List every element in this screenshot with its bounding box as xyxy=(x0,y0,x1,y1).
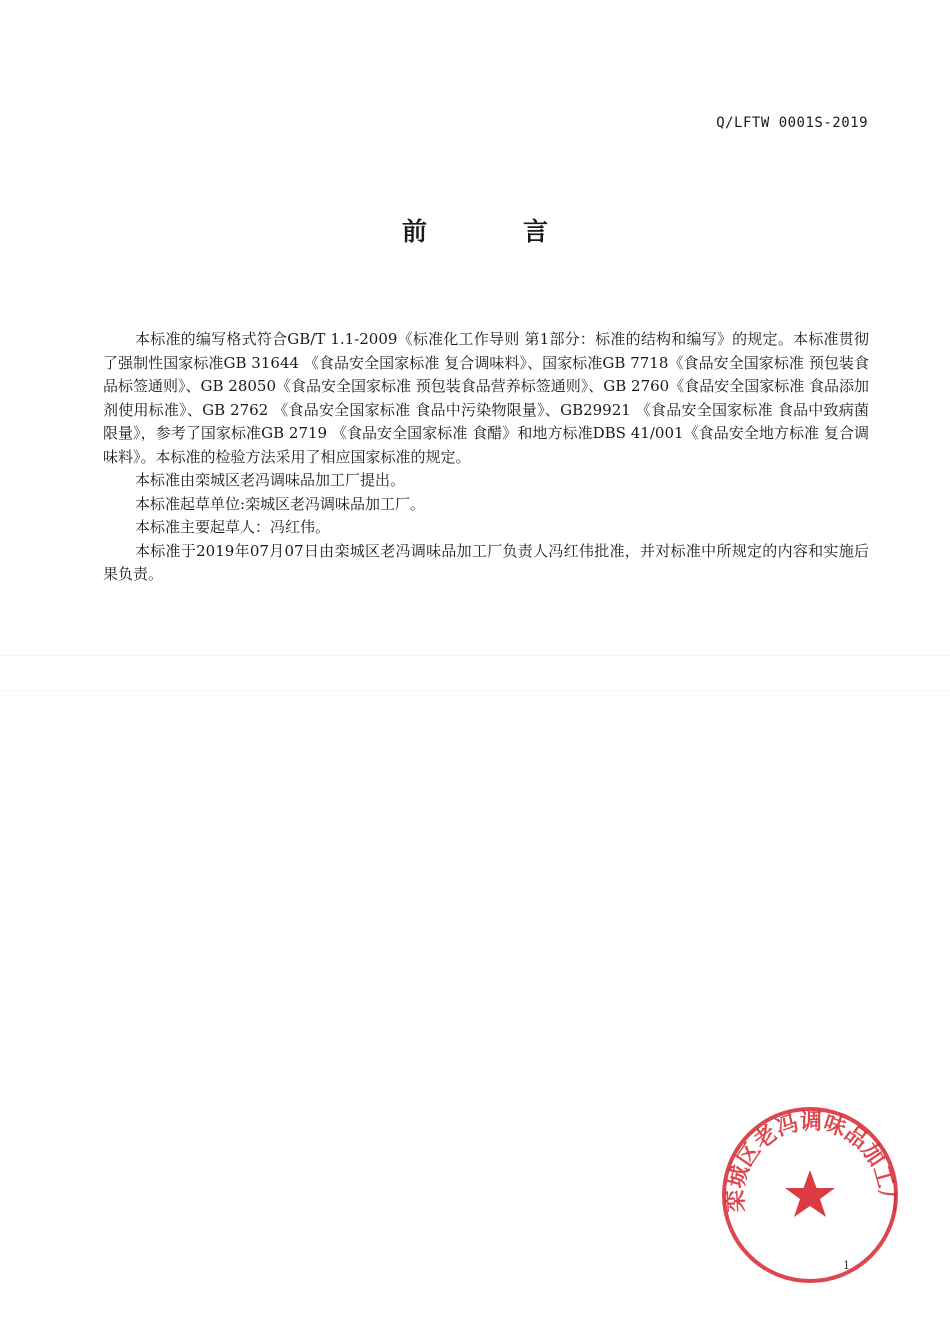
svg-text:栾城区老冯调味品加工厂: 栾城区老冯调味品加工厂 xyxy=(723,1110,899,1213)
paragraph-main-drafter: 本标准主要起草人：冯红伟。 xyxy=(135,518,331,536)
paragraph-proposer: 本标准由栾城区老冯调味品加工厂提出。 xyxy=(135,471,406,489)
title-char-1: 前 xyxy=(401,217,427,246)
paragraph-approval: 本标准于2019年07月07日由栾城区老冯调味品加工厂负责人冯红伟批准，并对标准中所规定的内容和实施后果负责。 xyxy=(103,541,869,583)
paragraph-standards-basis: 本标准的编写格式符合GB/T 1.1-2009《标准化工作导则 第1部分：标准的结构和编写》的规定。本标准贯彻了强制性国家标准GB 31644 《食品安全国家标准 复合调味料》、国家标准GB 7718《食品安全国家标准 预包装食品标签通则》、GB 28050《食品安全国家标准 预包装食品营养标签通则》、GB 2760《食品安全国家标准 食品添加剂使用标准》、GB 2762 《食品安全国家标准 食品中污染物限量》、GB29921 《食品安全国家标准 食品中致病菌限量》，参考了国家标准GB 2719 《食品安全国家标准 食醋》和地方标准DBS 41/001《食品安全地方标准 复合调味料》。本标准的检验方法采用了相应国家标准的规定。 xyxy=(103,330,869,466)
page-title xyxy=(0,212,950,248)
star-icon xyxy=(785,1170,835,1217)
preface-body xyxy=(103,328,869,587)
page-number: 1 xyxy=(843,1259,850,1272)
company-seal-stamp xyxy=(717,1102,903,1288)
document-code: Q/LFTW 0001S-2019 xyxy=(716,115,868,131)
title-char-2: 言 xyxy=(523,217,549,246)
paragraph-drafting-unit: 本标准起草单位:栾城区老冯调味品加工厂。 xyxy=(135,494,426,513)
scan-artifact-line xyxy=(0,655,950,656)
scan-artifact-line xyxy=(0,690,950,691)
